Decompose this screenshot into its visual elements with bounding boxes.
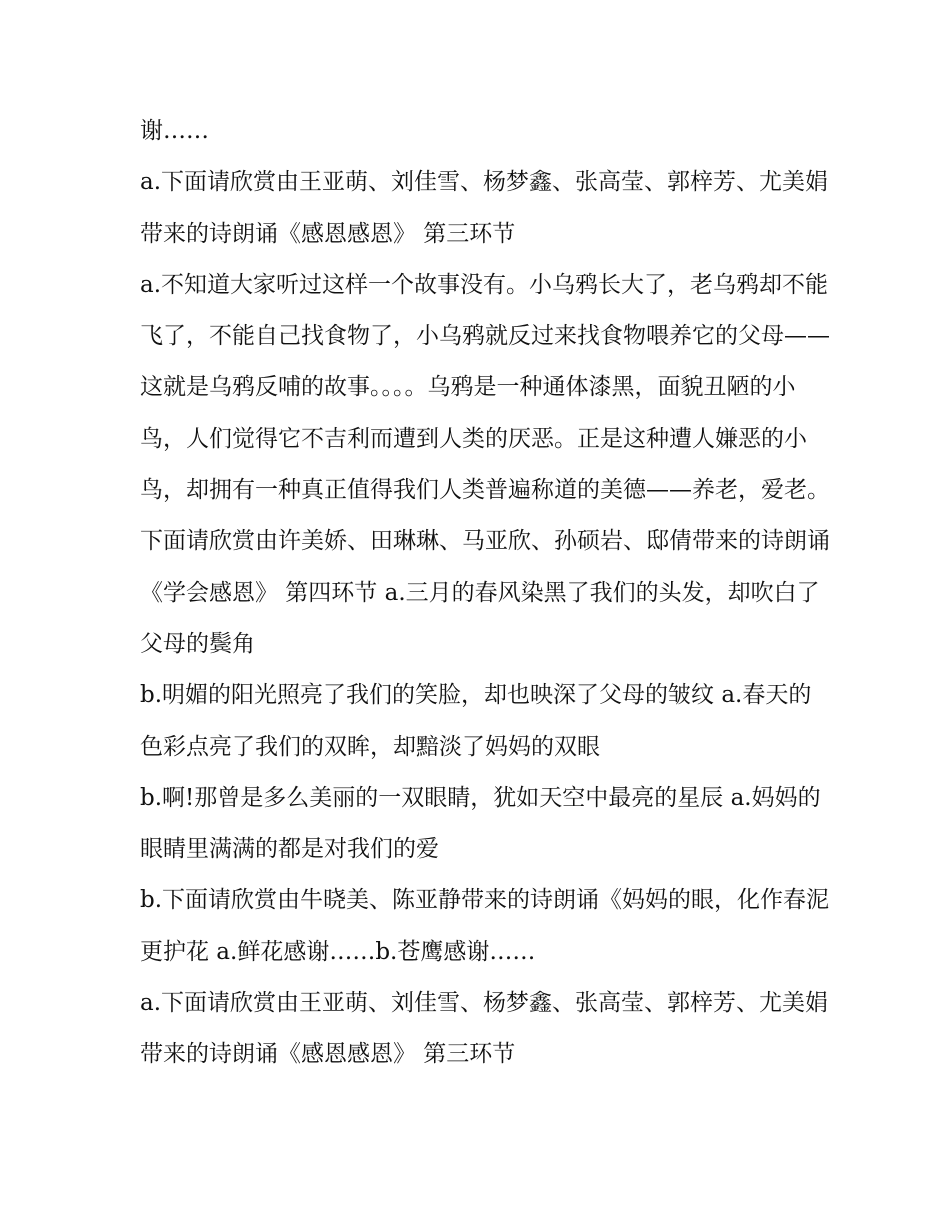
paragraph: b.啊!那曾是多么美丽的一双眼睛，犹如天空中最亮的星辰 a.妈妈的眼睛里满满的都是对我们的爱 (140, 784, 821, 863)
paragraph: 下面请欣赏由许美娇、田琳琳、马亚欣、孙硕岩、邸倩带来的诗朗诵《学会感恩》 第四环节 a.三月的春风染黑了我们的头发，却吹白了父母的鬓角 (140, 528, 830, 657)
paragraph: b.下面请欣赏由牛晓美、陈亚静带来的诗朗诵《妈妈的眼，化作春泥更护花 a.鲜花感谢……b.苍鹰感谢…… (140, 887, 830, 965)
paragraph: a.下面请欣赏由王亚萌、刘佳雪、杨梦鑫、张高莹、郭梓芳、尤美娟带来的诗朗诵《感恩感恩》 第三环节 (140, 169, 829, 247)
paragraph: a.下面请欣赏由王亚萌、刘佳雪、杨梦鑫、张高莹、郭梓芳、尤美娟带来的诗朗诵《感恩感恩》 第三环节 (140, 990, 829, 1068)
document-body (140, 106, 830, 1081)
paragraph: 谢…… (140, 118, 209, 144)
paragraph: a.不知道大家听过这样一个故事没有。小乌鸦长大了，老乌鸦却不能飞了，不能自己找食物了，小乌鸦就反过来找食物喂养它的父母——这就是乌鸦反哺的故事。。。。乌鸦是一种通体漆黑，面貌丑陋的小鸟，人们觉得它不吉利而遭到人类的厌恶。正是这种遭人嫌恶的小鸟，却拥有一种真正值得我们人类普遍称道的美德——养老，爱老。 (140, 271, 830, 504)
paragraph: b.明媚的阳光照亮了我们的笑脸，却也映深了父母的皱纹 a.春天的色彩点亮了我们的双眸，却黯淡了妈妈的双眼 (140, 682, 812, 760)
